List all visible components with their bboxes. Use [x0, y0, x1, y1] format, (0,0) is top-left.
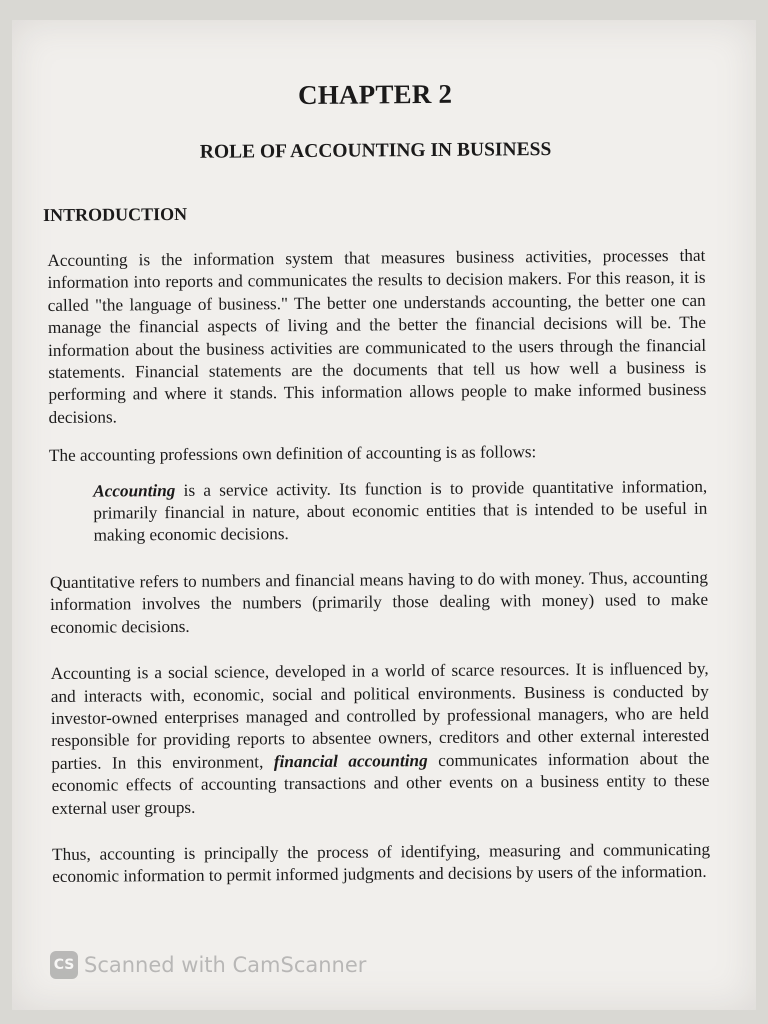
scanned-page	[12, 20, 756, 1010]
intro-paragraph: Accounting is the information system that measures business activities, processes that information into reports and communicates the results to decision makers. For this reason, it is called "the language of business." The better one understands accounting, the better one can manage the financial aspects of living and the better the financial decisions will be. The information about the business activities are communicated to the users through the financial statements. Financial statements are the documents that tell us how well a business is performing and where it stands. This information allows people to make informed business decisions.	[47, 245, 707, 427]
document-body	[42, 77, 711, 889]
watermark-text: Scanned with CamScanner	[84, 953, 367, 977]
quantitative-paragraph: Quantitative refers to numbers and financial means having to do with money. Thus, accounting information involves the numbers (primarily those dealing with money) used to make economic decisions.	[49, 567, 709, 637]
camscanner-logo-icon: CS	[50, 951, 78, 979]
chapter-title: ROLE OF ACCOUNTING IN BUSINESS	[199, 139, 552, 163]
conclusion-paragraph: Thus, accounting is principally the process of identifying, measuring and communicating economic information to permit informed judgments and decisions by users of the information.	[51, 839, 711, 887]
social-science-paragraph	[51, 658, 710, 820]
definition-lead-paragraph: The accounting professions own definition of accounting is as follows:	[48, 442, 537, 466]
social-text-part2: communicates information about the economic effects of accounting transactions and other events on a business entity to these external user groups.	[51, 748, 710, 818]
social-text-part1: Accounting is a social science, developed in a world of scarce resources. It is influenced by, and interacts with, economic, social and political environments. Business is conducted by investor-owned enterprises managed and controlled by professional managers, who are held responsible for providing reports to absentee owners, creditors and other external interested parties. In this environment,	[50, 658, 710, 773]
definition-body: is a service activity. Its function is to provide quantitative information, primarily financial in nature, about economic entities that is intended to be useful in making economic decisions.	[93, 476, 708, 546]
section-heading: INTRODUCTION	[42, 203, 188, 226]
definition-term: Accounting	[93, 480, 176, 501]
chapter-label: CHAPTER 2	[297, 78, 453, 111]
financial-accounting-term: financial accounting	[273, 750, 428, 771]
camscanner-watermark	[50, 950, 366, 980]
definition-quote	[93, 475, 708, 547]
